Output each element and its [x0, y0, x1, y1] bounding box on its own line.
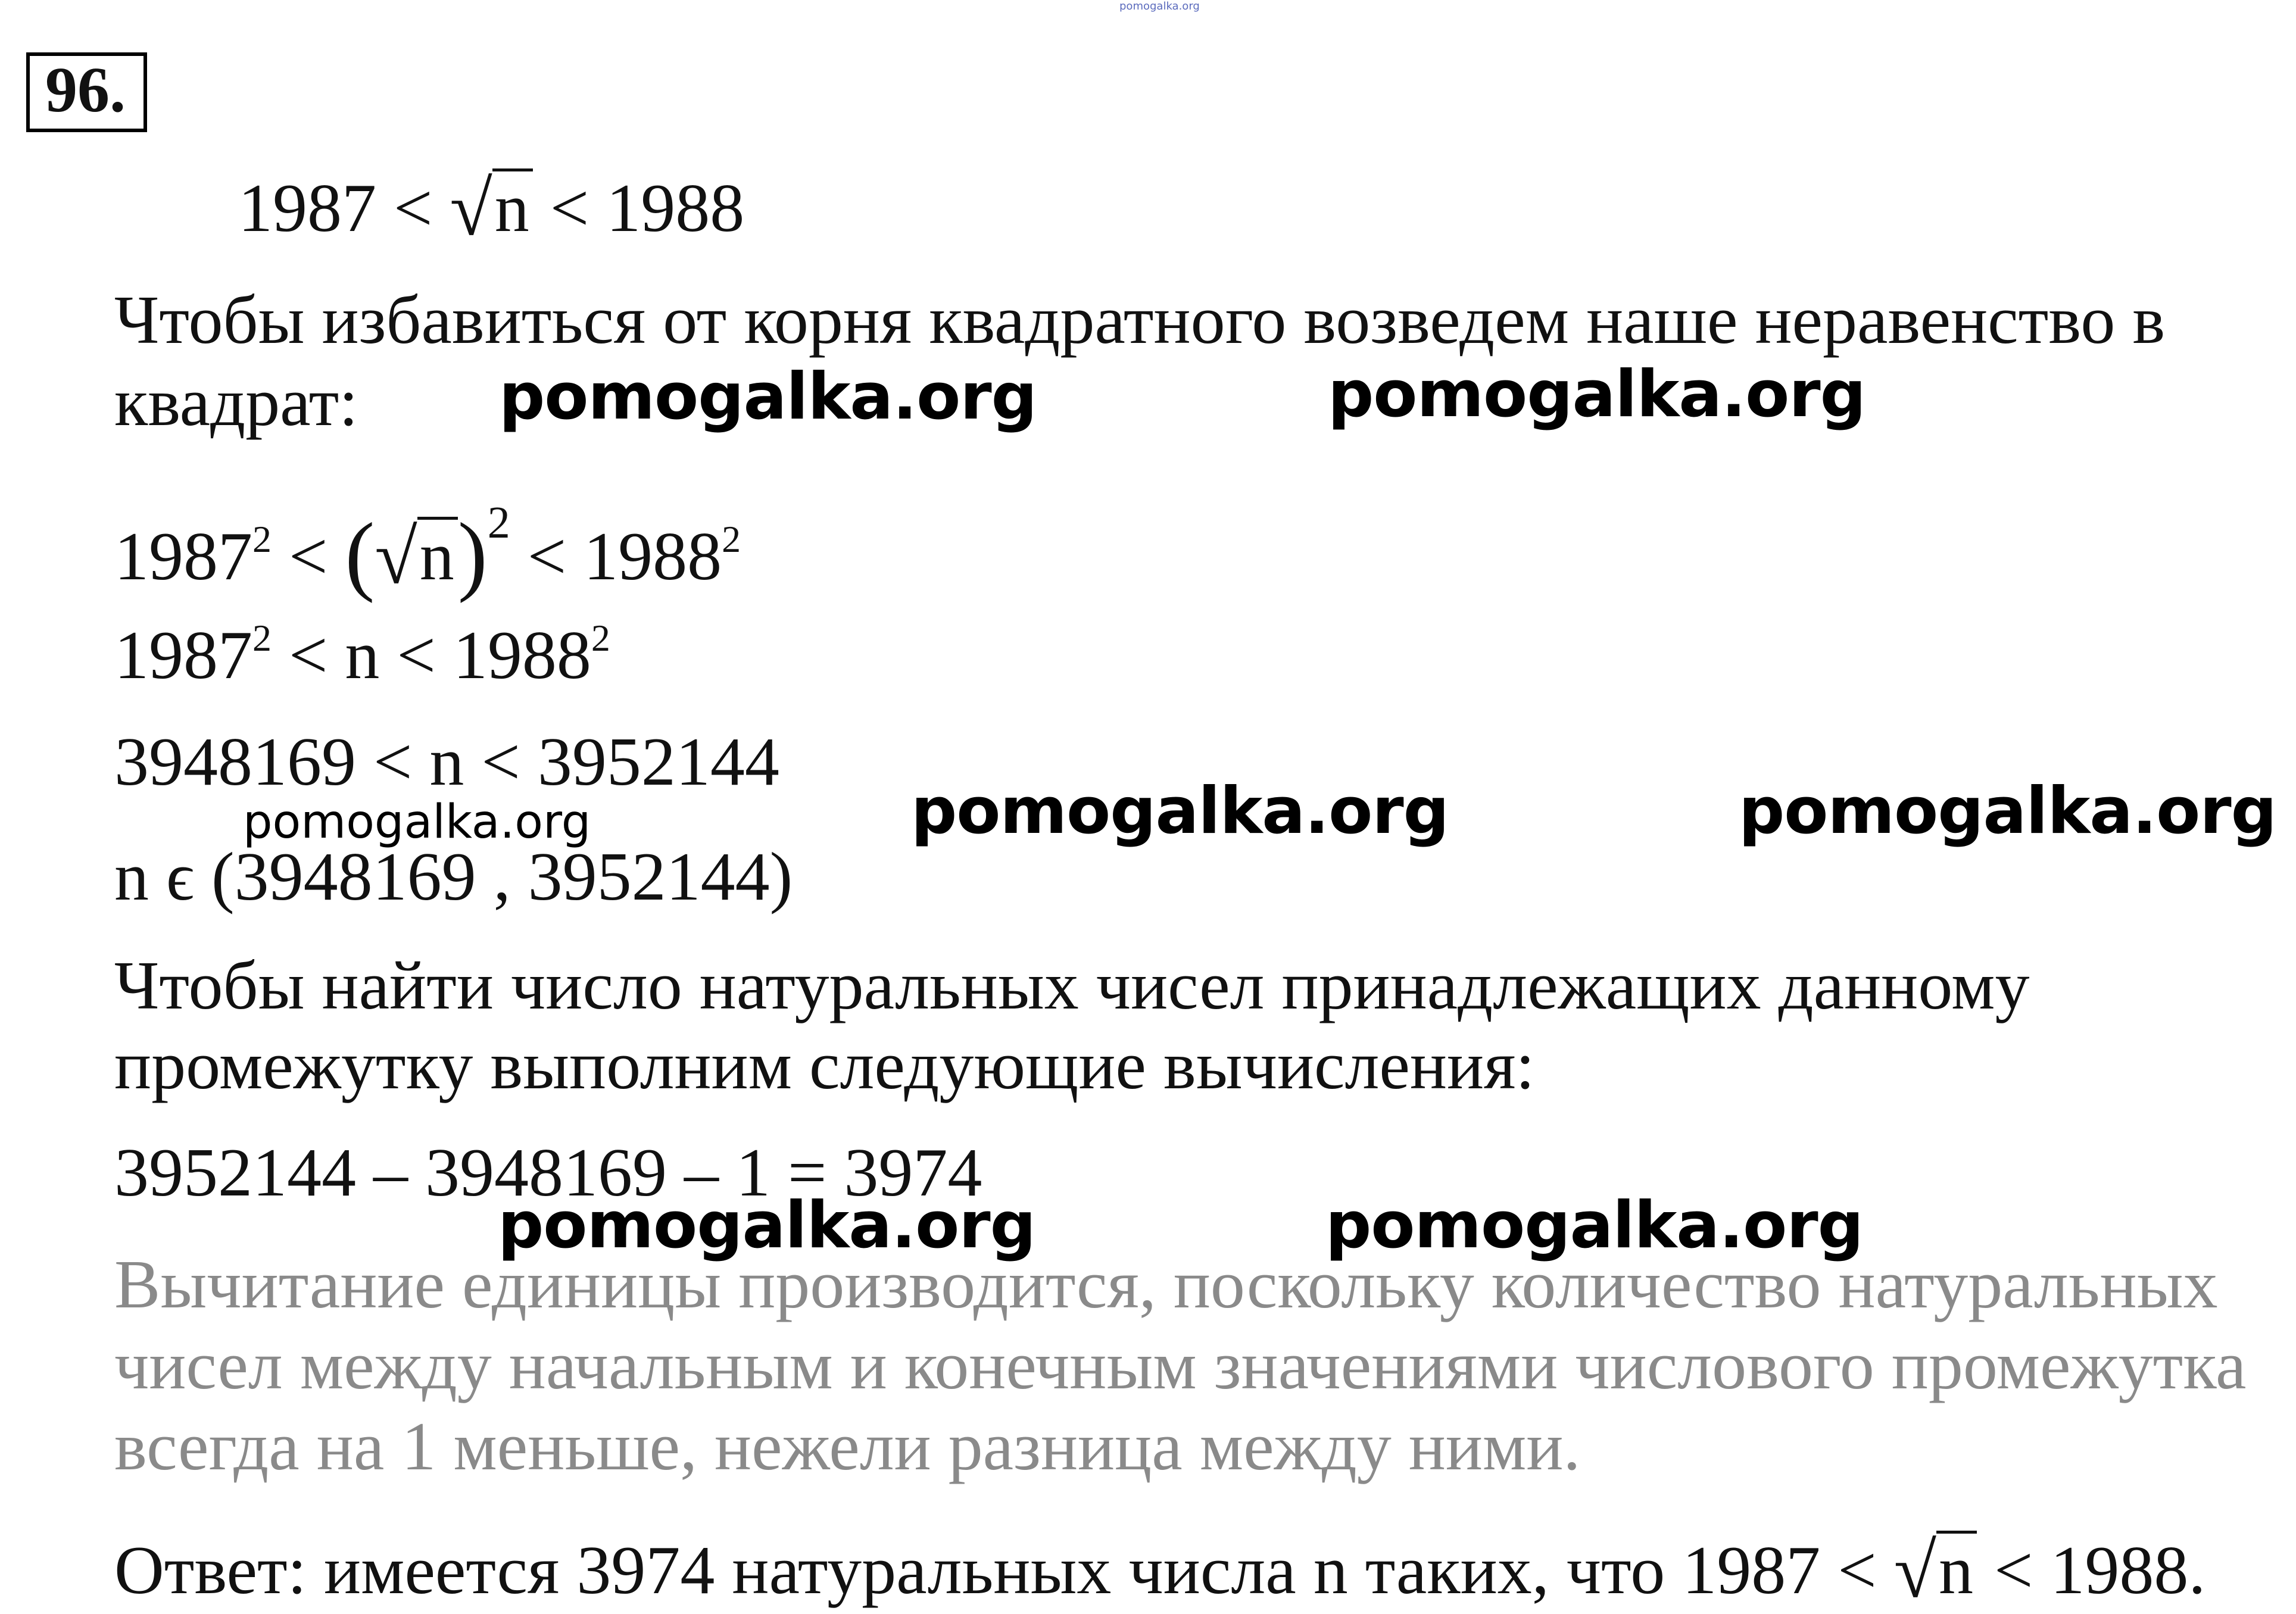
calculation: 3952144 – 3948169 – 1 = 3974: [114, 1135, 982, 1211]
given-left: 1987 <: [238, 170, 433, 246]
step1-base: 1987: [114, 519, 252, 595]
step2-middle: < n < 1988: [289, 617, 591, 694]
right-paren: ): [457, 505, 488, 604]
intro-line-2: квадрат:: [114, 364, 358, 441]
radicand: n: [1936, 1531, 1977, 1605]
watermark: pomogalka.org: [243, 795, 591, 849]
note-line-3: всегда на 1 меньше, нежели разница между ними.: [114, 1409, 1581, 1485]
watermark: pomogalka.org: [499, 360, 1037, 434]
sqrt-symbol: √n: [450, 167, 532, 244]
top-watermark: pomogalka.org: [1119, 0, 1200, 13]
intro-line-1: Чтобы избавиться от корня квадратного возведем наше неравенство в: [114, 282, 2166, 358]
note-line-2: чисел между начальным и конечным значениями числового промежутка: [114, 1328, 2247, 1404]
count-intro-line-2: промежутку выполним следующие вычисления:: [114, 1028, 1535, 1104]
watermark: pomogalka.org: [1325, 1188, 1863, 1263]
sqrt-symbol: √n: [1894, 1529, 1977, 1606]
step-n-inequality: [114, 617, 610, 694]
step1-exp-b: 2: [722, 518, 741, 560]
watermark: pomogalka.org: [1739, 774, 2276, 848]
given-inequality: [238, 166, 745, 252]
answer: [114, 1528, 2206, 1614]
answer-tail: < 1988.: [1994, 1532, 2206, 1609]
left-paren: (: [345, 505, 375, 604]
problem-number: 96.: [26, 52, 147, 132]
step1-exp-a: 2: [252, 518, 272, 560]
step2-exp-b: 2: [591, 617, 610, 659]
watermark: pomogalka.org: [498, 1188, 1035, 1263]
radicand: n: [492, 168, 533, 243]
note-line-1: Вычитание единицы производится, поскольку количество натуральных: [114, 1247, 2218, 1323]
count-intro-line-1: Чтобы найти число натуральных чисел принадлежащих данному: [114, 948, 2030, 1024]
step-interval: n ϵ (3948169 , 3952144): [114, 839, 793, 915]
step1-lt: <: [289, 519, 328, 595]
watermark: pomogalka.org: [1328, 357, 1866, 432]
step-numeric-inequality: 3948169 < n < 3952144: [114, 724, 779, 800]
step-squared-inequality: [114, 498, 741, 604]
paren-exp: 2: [487, 498, 510, 548]
step1-right: < 1988: [527, 519, 722, 595]
watermark: pomogalka.org: [911, 774, 1449, 848]
step2-exp-a: 2: [252, 617, 272, 659]
radicand: n: [417, 517, 458, 591]
sqrt-symbol: √n: [375, 515, 457, 592]
step2-base: 1987: [114, 617, 252, 694]
answer-text: Ответ: имеется 3974 натуральных числа n таких, что 1987 <: [114, 1532, 1877, 1609]
given-right: < 1988: [550, 170, 745, 246]
